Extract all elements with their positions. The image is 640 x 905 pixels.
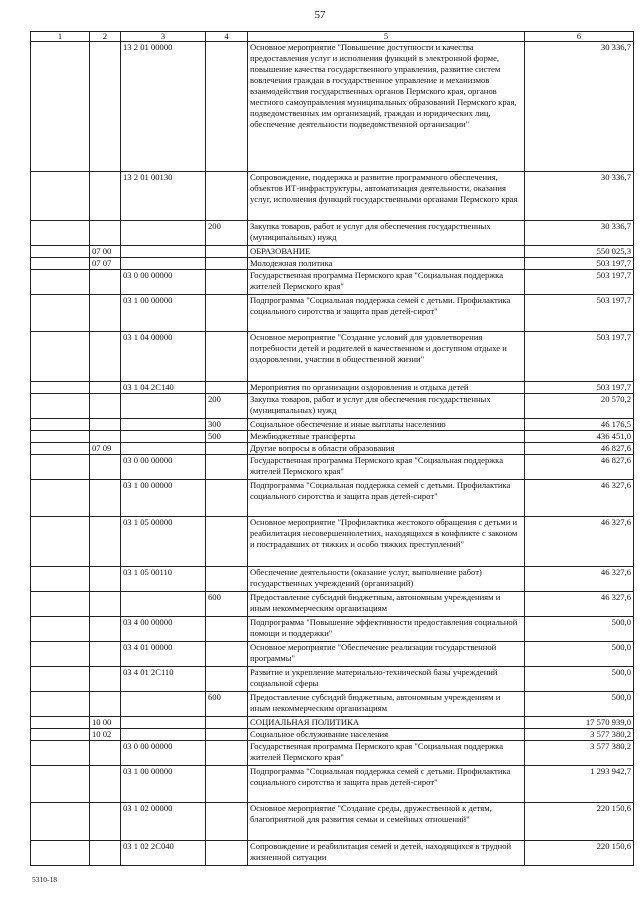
target-item-code: 03 1 00 00000 [121,480,206,517]
row-empty-cell [31,841,90,866]
row-empty-cell [31,667,90,692]
target-item-code [121,221,206,246]
table-row [31,766,634,803]
row-empty-cell [31,42,90,172]
expense-type-code [206,172,248,221]
table-row [31,717,634,729]
section-code [90,431,121,443]
item-name: Сопровождение, поддержка и развитие программного обеспечения, объектов ИТ-инфраструктуры, автоматизация деятельности, оказания услуг, исполнения функций государственными органами Пермского края [248,172,525,221]
item-name: Государственная программа Пермского края "Социальная поддержка жителей Пермского края" [248,270,525,295]
expense-type-code: 300 [206,419,248,431]
table-row [31,246,634,258]
target-item-code: 03 0 00 00000 [121,741,206,766]
item-name: Предоставление субсидий бюджетным, автономным учреждениям и иным некоммерческим организациям [248,592,525,617]
section-code: 07 09 [90,443,121,455]
expense-type-code [206,42,248,172]
amount: 550 025,3 [525,246,634,258]
row-empty-cell [31,394,90,419]
item-name: Закупка товаров, работ и услуг для обеспечения государственных (муниципальных) нужд [248,394,525,419]
row-empty-cell [31,332,90,382]
column-header: 3 [121,32,206,42]
amount: 500,0 [525,667,634,692]
expense-type-code [206,270,248,295]
amount: 220 150,6 [525,803,634,841]
target-item-code [121,717,206,729]
expense-type-code: 200 [206,394,248,419]
target-item-code: 03 4 01 2С110 [121,667,206,692]
item-name: Молодежная политика [248,258,525,270]
footer-code: 5310-18 [32,875,57,884]
section-code [90,841,121,866]
target-item-code: 13 2 01 00130 [121,172,206,221]
section-code [90,692,121,717]
target-item-code [121,258,206,270]
amount: 20 570,2 [525,394,634,419]
amount: 3 577 380,2 [525,741,634,766]
section-code: 10 02 [90,729,121,741]
item-name: Основное мероприятие "Создание условий для удовлетворения потребности детей и родителей в качественном и доступном отдыхе и оздоровлении, участии в общественной жизни" [248,332,525,382]
table-row [31,741,634,766]
section-code [90,172,121,221]
expense-type-code [206,567,248,592]
amount: 46 827,6 [525,455,634,480]
target-item-code [121,692,206,717]
table-row [31,480,634,517]
item-name: Государственная программа Пермского края "Социальная поддержка жителей Пермского края" [248,455,525,480]
amount: 1 293 942,7 [525,766,634,803]
section-code [90,517,121,567]
row-empty-cell [31,455,90,480]
amount: 500,0 [525,642,634,667]
table-row [31,295,634,332]
row-empty-cell [31,270,90,295]
amount: 3 577 380,2 [525,729,634,741]
table-row [31,642,634,667]
row-empty-cell [31,766,90,803]
item-name: Межбюджетные трансферты [248,431,525,443]
row-empty-cell [31,567,90,592]
section-code [90,567,121,592]
target-item-code: 03 1 02 2С040 [121,841,206,866]
target-item-code: 03 1 04 00000 [121,332,206,382]
amount: 46 176,5 [525,419,634,431]
column-header: 1 [31,32,90,42]
row-empty-cell [31,419,90,431]
table-row [31,419,634,431]
budget-table [30,31,634,866]
section-code [90,642,121,667]
row-empty-cell [31,517,90,567]
row-empty-cell [31,729,90,741]
expense-type-code [206,667,248,692]
amount: 503 197,7 [525,295,634,332]
table-row [31,431,634,443]
row-empty-cell [31,443,90,455]
section-code [90,42,121,172]
table-row [31,803,634,841]
table-row [31,617,634,642]
table-row [31,172,634,221]
amount: 503 197,7 [525,332,634,382]
item-name: Подпрограмма "Повышение эффективности предоставления социальной помощи и поддержки" [248,617,525,642]
amount: 503 197,7 [525,258,634,270]
amount: 46 327,6 [525,592,634,617]
target-item-code [121,394,206,419]
amount: 503 197,7 [525,382,634,394]
row-empty-cell [31,642,90,667]
target-item-code: 03 0 00 00000 [121,455,206,480]
amount: 46 327,6 [525,517,634,567]
target-item-code: 03 1 00 00000 [121,295,206,332]
table-row [31,841,634,866]
column-header: 6 [525,32,634,42]
item-name: Развитие и укрепление материально-технической базы учреждений социальной сферы [248,667,525,692]
amount: 503 197,7 [525,270,634,295]
section-code [90,455,121,480]
row-empty-cell [31,617,90,642]
target-item-code [121,443,206,455]
row-empty-cell [31,592,90,617]
expense-type-code [206,258,248,270]
target-item-code [121,419,206,431]
amount: 46 327,6 [525,567,634,592]
table-row [31,270,634,295]
amount: 500,0 [525,692,634,717]
table-row [31,592,634,617]
target-item-code: 03 0 00 00000 [121,270,206,295]
expense-type-code [206,480,248,517]
item-name: Подпрограмма "Социальная поддержка семей с детьми. Профилактика социального сиротства и защита прав детей-сирот" [248,766,525,803]
table-row [31,382,634,394]
table-body [31,42,634,866]
section-code [90,332,121,382]
expense-type-code [206,717,248,729]
expense-type-code [206,517,248,567]
column-header: 2 [90,32,121,42]
row-empty-cell [31,382,90,394]
item-name: Предоставление субсидий бюджетным, автономным учреждениям и иным некоммерческим организациям [248,692,525,717]
expense-type-code [206,841,248,866]
table-row [31,567,634,592]
amount: 436 451,0 [525,431,634,443]
target-item-code [121,729,206,741]
target-item-code: 03 1 02 00000 [121,803,206,841]
item-name: Подпрограмма "Социальная поддержка семей с детьми. Профилактика социального сиротства и защита прав детей-сирот" [248,480,525,517]
item-name: Основное мероприятие "Создание среды, дружественной к детям, благоприятной для развития семьи и семейных отношений" [248,803,525,841]
amount: 30 336,7 [525,172,634,221]
expense-type-code: 600 [206,592,248,617]
target-item-code: 03 1 05 00000 [121,517,206,567]
table-row [31,394,634,419]
row-empty-cell [31,803,90,841]
section-code [90,419,121,431]
table-row [31,332,634,382]
section-code [90,480,121,517]
expense-type-code [206,729,248,741]
table-row [31,443,634,455]
table-row [31,729,634,741]
target-item-code [121,246,206,258]
section-code: 07 00 [90,246,121,258]
row-empty-cell [31,717,90,729]
section-code [90,295,121,332]
target-item-code: 03 4 01 00000 [121,642,206,667]
expense-type-code [206,295,248,332]
row-empty-cell [31,480,90,517]
expense-type-code [206,332,248,382]
section-code [90,221,121,246]
item-name: Обеспечение деятельности (оказание услуг, выполнение работ) государственных учреждений (организаций) [248,567,525,592]
section-code [90,741,121,766]
section-code: 10 00 [90,717,121,729]
page-number: 57 [314,9,326,21]
section-code: 07 07 [90,258,121,270]
row-empty-cell [31,221,90,246]
row-empty-cell [31,431,90,443]
row-empty-cell [31,172,90,221]
table-row [31,692,634,717]
table-row [31,221,634,246]
table-row [31,667,634,692]
expense-type-code [206,766,248,803]
section-code [90,667,121,692]
table-row [31,455,634,480]
section-code [90,382,121,394]
expense-type-code [206,443,248,455]
item-name: Основное мероприятие "Профилактика жестокого обращения с детьми и реабилитация несовершеннолетних, находящихся в конфликте с законом и пострадавших от тяжких и особо тяжких преступлений" [248,517,525,567]
expense-type-code [206,741,248,766]
item-name: Социальное обслуживание населения [248,729,525,741]
column-header: 5 [248,32,525,42]
amount: 30 336,7 [525,42,634,172]
expense-type-code: 500 [206,431,248,443]
item-name: ОБРАЗОВАНИЕ [248,246,525,258]
expense-type-code [206,617,248,642]
table-row [31,517,634,567]
table-row [31,42,634,172]
column-header: 4 [206,32,248,42]
expense-type-code [206,642,248,667]
section-code [90,766,121,803]
row-empty-cell [31,295,90,332]
amount: 46 327,6 [525,480,634,517]
row-empty-cell [31,246,90,258]
row-empty-cell [31,692,90,717]
item-name: Основное мероприятие "Повышение доступности и качества предоставления услуг и исполнения функций в электронной форме, повышение качества государственного управления, развитие систем вовлечения граждан в государственное управление и механизмов взаимодействия государственных органов Пермского края, органов местного самоуправления муниципальных образований Пермского края, подведомственных им организаций, граждан и юридических лиц, обеспечение деятельности подведомственной организации" [248,42,525,172]
amount: 30 336,7 [525,221,634,246]
section-code [90,394,121,419]
expense-type-code: 600 [206,692,248,717]
amount: 500,0 [525,617,634,642]
row-empty-cell [31,258,90,270]
target-item-code: 03 1 04 2С140 [121,382,206,394]
target-item-code: 03 4 00 00000 [121,617,206,642]
expense-type-code [206,455,248,480]
item-name: СОЦИАЛЬНАЯ ПОЛИТИКА [248,717,525,729]
amount: 220 150,6 [525,841,634,866]
item-name: Подпрограмма "Социальная поддержка семей с детьми. Профилактика социального сиротства и защита прав детей-сирот" [248,295,525,332]
expense-type-code [206,382,248,394]
amount: 17 570 939,0 [525,717,634,729]
amount: 46 827,6 [525,443,634,455]
target-item-code: 03 1 00 00000 [121,766,206,803]
table-row [31,258,634,270]
item-name: Другие вопросы в области образования [248,443,525,455]
expense-type-code: 200 [206,221,248,246]
target-item-code: 03 1 05 00110 [121,567,206,592]
target-item-code [121,592,206,617]
item-name: Государственная программа Пермского края "Социальная поддержка жителей Пермского края" [248,741,525,766]
item-name: Мероприятия по организации оздоровления и отдыха детей [248,382,525,394]
row-empty-cell [31,741,90,766]
section-code [90,803,121,841]
item-name: Социальное обеспечение и иные выплаты населению [248,419,525,431]
target-item-code [121,431,206,443]
section-code [90,270,121,295]
item-name: Закупка товаров, работ и услуг для обеспечения государственных (муниципальных) нужд [248,221,525,246]
column-header-row [31,32,634,42]
section-code [90,617,121,642]
section-code [90,592,121,617]
item-name: Основное мероприятие "Обеспечение реализации государственной программы" [248,642,525,667]
expense-type-code [206,246,248,258]
target-item-code: 13 2 01 00000 [121,42,206,172]
expense-type-code [206,803,248,841]
item-name: Сопровождение и реабилитация семей и детей, находящихся в трудной жизненной ситуации [248,841,525,866]
